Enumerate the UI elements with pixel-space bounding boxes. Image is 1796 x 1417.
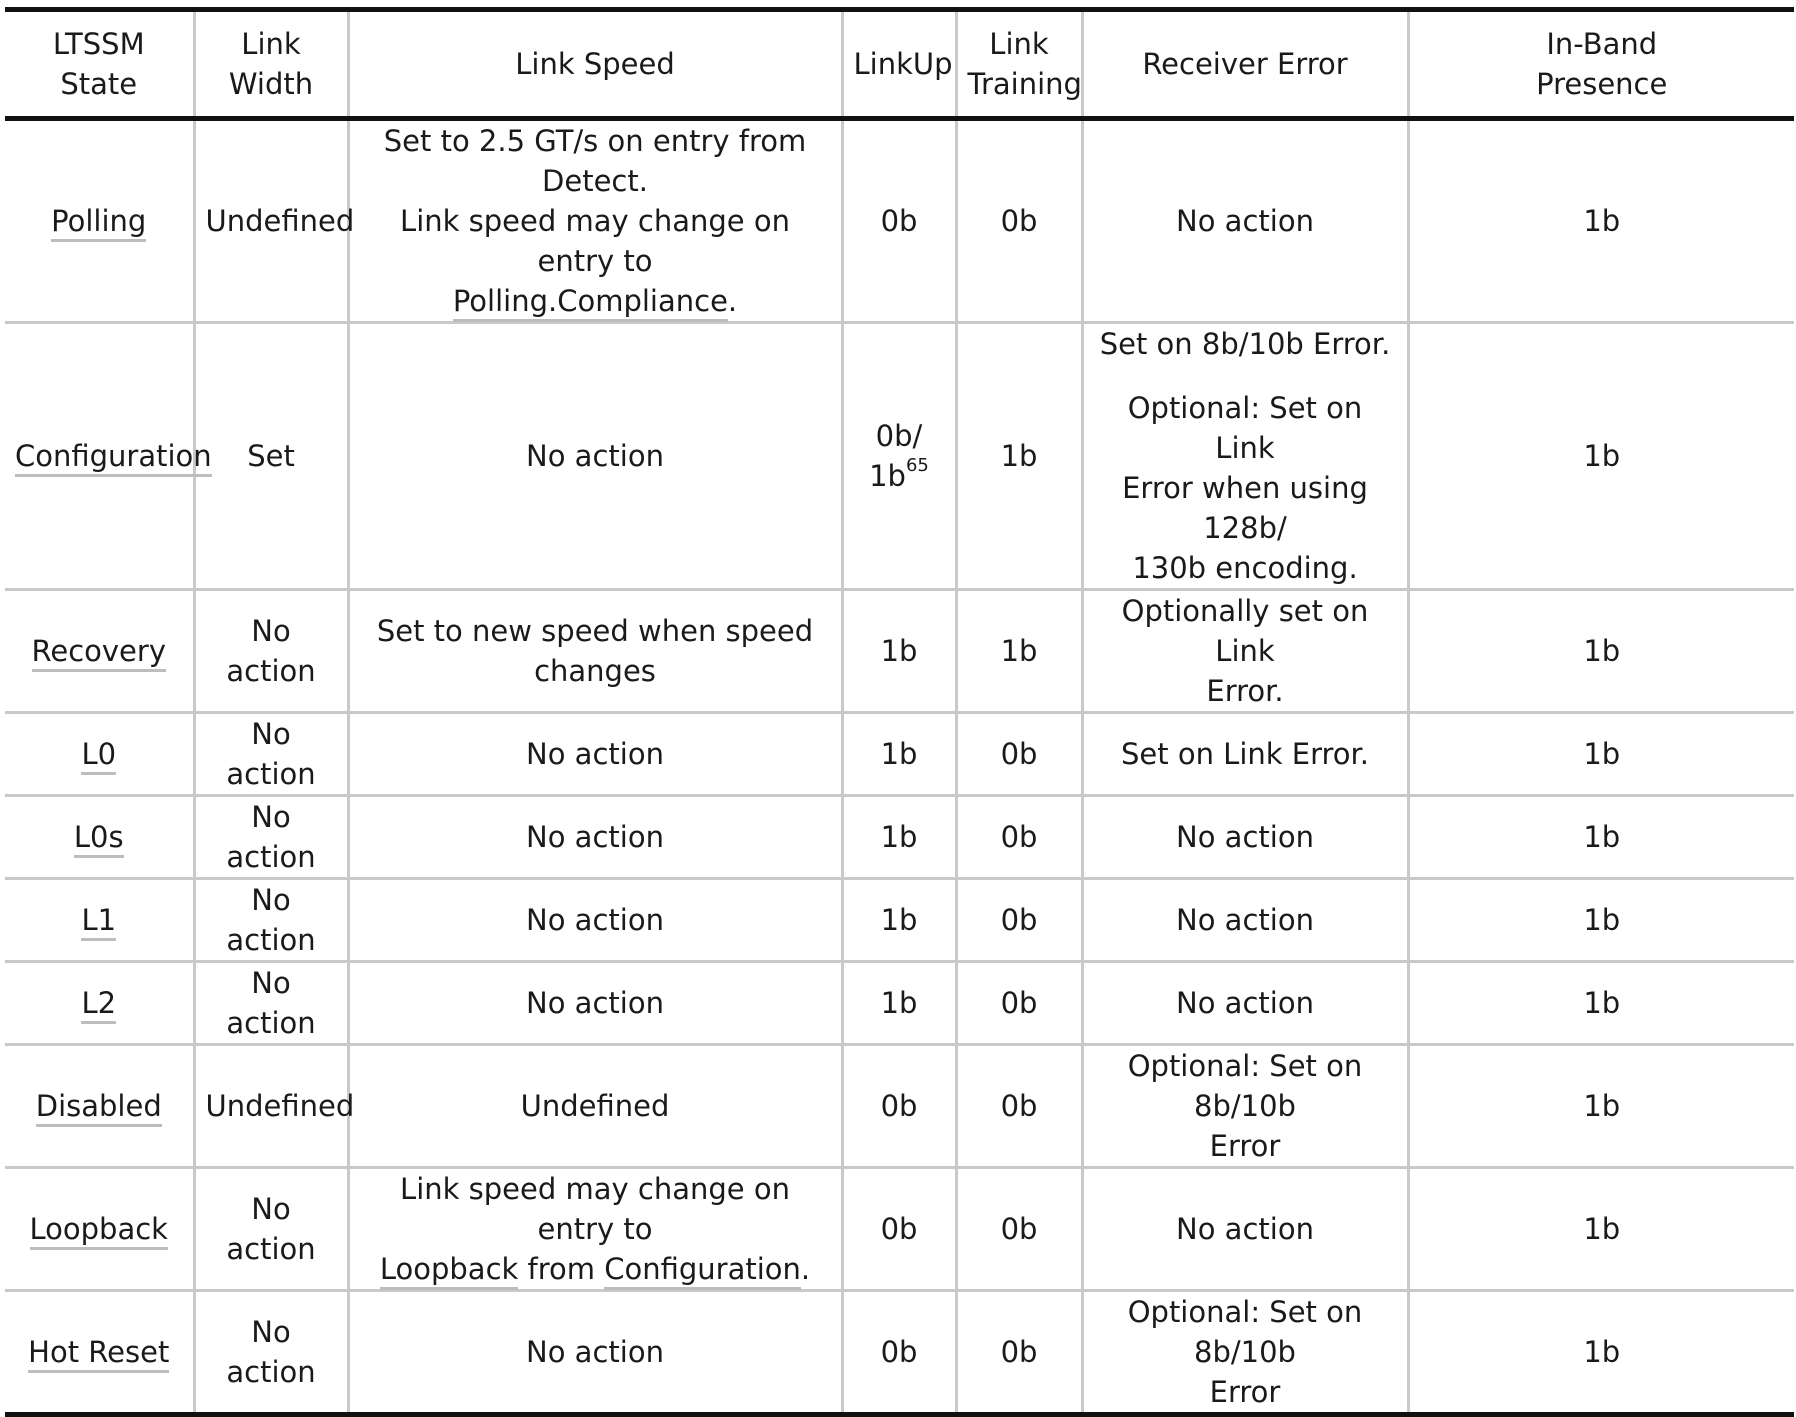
- header-link-speed: Link Speed: [348, 10, 842, 119]
- width-cell: Set: [194, 323, 348, 590]
- training-cell: 0b: [956, 119, 1082, 323]
- state-link-disabled[interactable]: Disabled: [36, 1089, 162, 1127]
- presence-cell: 1b: [1408, 962, 1794, 1045]
- presence-cell: 1b: [1408, 713, 1794, 796]
- width-cell: No action: [194, 1291, 348, 1415]
- width-cell: No action: [194, 1168, 348, 1291]
- training-cell: 0b: [956, 1291, 1082, 1415]
- speed-cell: No action: [348, 323, 842, 590]
- training-cell: 0b: [956, 713, 1082, 796]
- speed-cell: Set to new speed when speed changes: [348, 590, 842, 713]
- rxerr-cell: Set on Link Error.: [1082, 713, 1408, 796]
- state-link-l0s[interactable]: L0s: [74, 820, 124, 858]
- speed-cell: No action: [348, 713, 842, 796]
- state-link-loopback[interactable]: Loopback: [30, 1212, 168, 1250]
- header-link-training: Link Training: [956, 10, 1082, 119]
- width-cell: Undefined: [194, 119, 348, 323]
- presence-cell: 1b: [1408, 590, 1794, 713]
- width-cell: No action: [194, 590, 348, 713]
- link-configuration[interactable]: Configuration: [604, 1252, 801, 1290]
- rxerr-cell: Optional: Set on 8b/10b Error: [1082, 1045, 1408, 1168]
- link-polling-compliance[interactable]: Polling.Compliance: [453, 284, 728, 322]
- width-cell: No action: [194, 713, 348, 796]
- presence-cell: 1b: [1408, 1045, 1794, 1168]
- footnote-ref[interactable]: 65: [905, 455, 929, 477]
- state-cell[interactable]: [5, 713, 194, 796]
- state-link-l2[interactable]: L2: [81, 986, 116, 1024]
- rxerr-cell: No action: [1082, 879, 1408, 962]
- presence-cell: 1b: [1408, 879, 1794, 962]
- state-link-recovery[interactable]: Recovery: [32, 634, 166, 672]
- linkup-cell: 1b: [842, 879, 956, 962]
- header-receiver-error: Receiver Error: [1082, 10, 1408, 119]
- training-cell: 0b: [956, 1045, 1082, 1168]
- speed-cell: No action: [348, 796, 842, 879]
- rxerr-cell: No action: [1082, 119, 1408, 323]
- width-cell: No action: [194, 879, 348, 962]
- linkup-cell: 1b: [842, 713, 956, 796]
- state-cell[interactable]: [5, 962, 194, 1045]
- table-header-row: [5, 10, 1794, 119]
- header-linkup: LinkUp: [842, 10, 956, 119]
- linkup-cell: 1b: [842, 796, 956, 879]
- table-row: [5, 323, 1794, 590]
- presence-cell: 1b: [1408, 1291, 1794, 1415]
- state-cell[interactable]: [5, 1291, 194, 1415]
- linkup-cell: 0b: [842, 1045, 956, 1168]
- state-cell[interactable]: [5, 323, 212, 590]
- linkup-cell: 0b: [842, 1168, 956, 1291]
- table-row: [5, 1045, 1794, 1168]
- training-cell: 0b: [956, 962, 1082, 1045]
- speed-cell: No action: [348, 1291, 842, 1415]
- state-link-polling[interactable]: Polling: [51, 204, 146, 242]
- header-link-width: Link Width: [194, 10, 348, 119]
- speed-cell: Link speed may change on entry to Loopback from Configuration.: [348, 1168, 842, 1291]
- table-row: [5, 962, 1794, 1045]
- rxerr-cell: Optional: Set on 8b/10b Error: [1082, 1291, 1408, 1415]
- header-ltssm-state: LTSSM State: [5, 10, 194, 119]
- speed-cell: Undefined: [348, 1045, 842, 1168]
- table-row: [5, 590, 1794, 713]
- linkup-cell: 0b/ $1b^{65}$: [842, 323, 956, 590]
- width-cell: No action: [194, 962, 348, 1045]
- training-cell: 1b: [956, 323, 1082, 590]
- state-cell[interactable]: [5, 590, 194, 713]
- rxerr-cell: Set on 8b/10b Error. Optional: Set on Link Error when using 128b/ 130b encoding.: [1082, 323, 1408, 590]
- speed-cell: No action: [348, 879, 842, 962]
- presence-cell: 1b: [1408, 796, 1794, 879]
- state-cell[interactable]: [5, 796, 194, 879]
- linkup-cell: 1b: [842, 962, 956, 1045]
- state-link-l1[interactable]: L1: [81, 903, 116, 941]
- table-row: [5, 1168, 1794, 1291]
- table-row: [5, 1291, 1794, 1415]
- rxerr-cell: No action: [1082, 1168, 1408, 1291]
- rxerr-cell: No action: [1082, 796, 1408, 879]
- rxerr-cell: No action: [1082, 962, 1408, 1045]
- link-loopback[interactable]: Loopback: [380, 1252, 518, 1290]
- state-link-configuration[interactable]: Configuration: [15, 439, 212, 477]
- rxerr-cell: Optionally set on Link Error.: [1082, 590, 1408, 713]
- speed-cell: Set to 2.5 GT/s on entry from Detect. Link speed may change on entry to Polling.Compliance.: [348, 119, 842, 323]
- state-cell[interactable]: [5, 119, 194, 323]
- speed-cell: No action: [348, 962, 842, 1045]
- linkup-cell: 0b: [842, 119, 956, 323]
- presence-cell: 1b: [1408, 119, 1794, 323]
- state-cell[interactable]: [5, 1045, 194, 1168]
- presence-cell: 1b: [1408, 1168, 1794, 1291]
- width-cell: No action: [194, 796, 348, 879]
- state-link-l0[interactable]: L0: [81, 737, 116, 775]
- training-cell: 0b: [956, 879, 1082, 962]
- training-cell: 0b: [956, 796, 1082, 879]
- state-cell[interactable]: [5, 879, 194, 962]
- table-row: [5, 713, 1794, 796]
- training-cell: 1b: [956, 590, 1082, 713]
- state-cell[interactable]: [5, 1168, 194, 1291]
- table-row: [5, 796, 1794, 879]
- table-row: [5, 119, 1794, 323]
- header-in-band-presence: In-Band Presence: [1408, 10, 1794, 119]
- table-row: [5, 879, 1794, 962]
- state-link-hot-reset[interactable]: Hot Reset: [28, 1335, 169, 1373]
- linkup-cell: 1b: [842, 590, 956, 713]
- training-cell: 0b: [956, 1168, 1082, 1291]
- width-cell: Undefined: [194, 1045, 348, 1168]
- ltssm-state-table: [5, 7, 1794, 1417]
- presence-cell: 1b: [1408, 323, 1794, 590]
- linkup-cell: 0b: [842, 1291, 956, 1415]
